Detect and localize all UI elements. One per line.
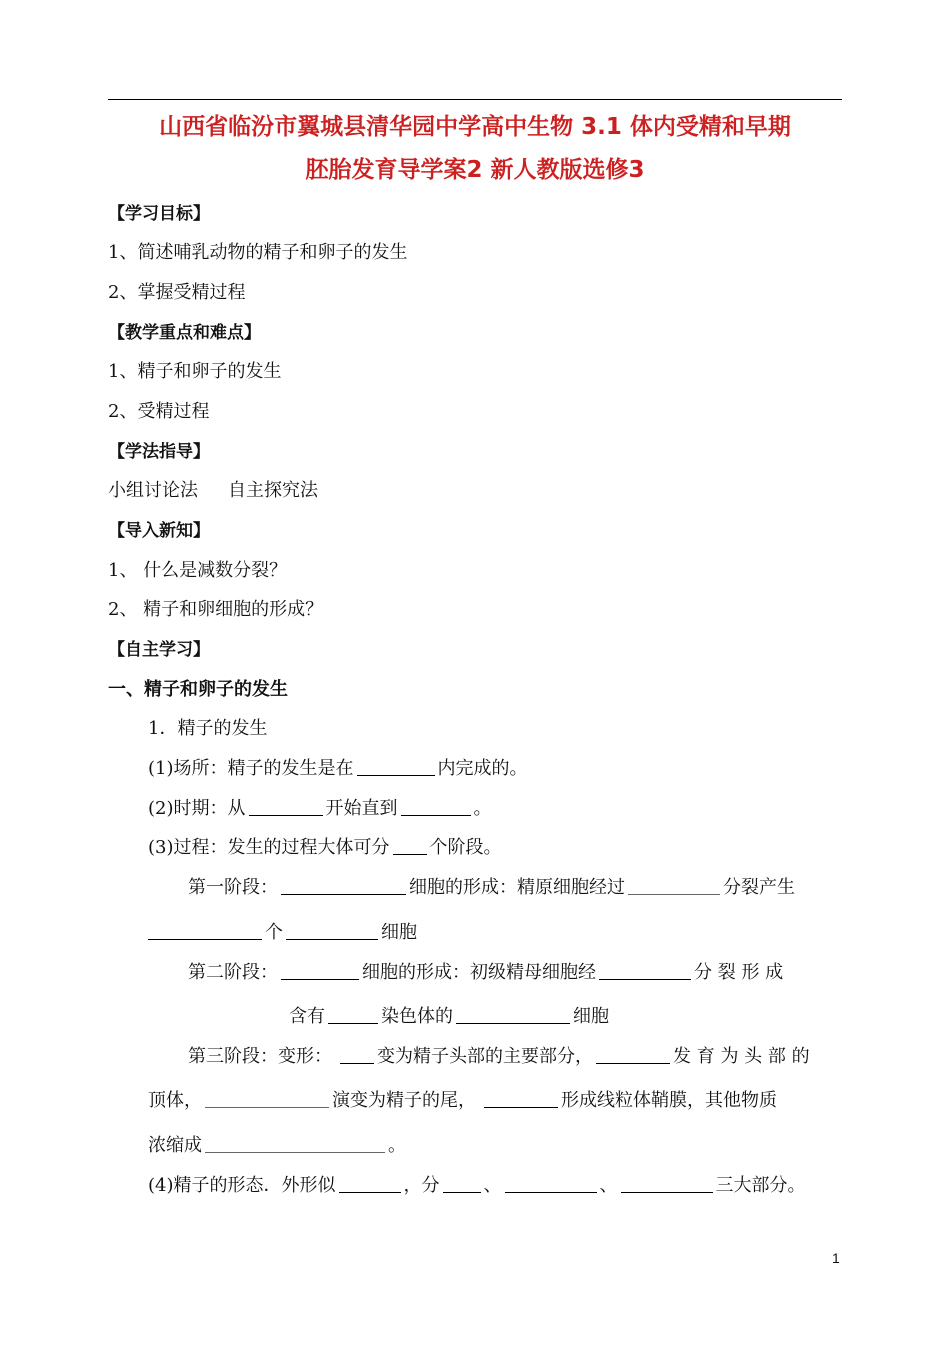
time-line: (2)时期：从 开始直到 。: [148, 798, 492, 819]
heading-method: 【学法指导】: [108, 442, 210, 462]
intro-item-2: 2、 精子和卵细胞的形成？: [108, 599, 324, 620]
blank-nucleus[interactable]: [340, 1047, 374, 1064]
heading-key-points: 【教学重点和难点】: [108, 323, 261, 343]
blank-stage1-count[interactable]: [148, 923, 262, 940]
title-line-2: 胚胎发育导学案2 新人教版选修3: [305, 157, 645, 183]
intro-item-1: 1、 什么是减数分裂？: [108, 560, 288, 581]
blank-golgi[interactable]: [596, 1047, 670, 1064]
blank-centriole[interactable]: [205, 1091, 329, 1108]
heading-intro: 【导入新知】: [108, 521, 210, 541]
heading-self-study: 【自主学习】: [108, 640, 210, 660]
blank-stage2-division[interactable]: [599, 963, 691, 980]
subsection-sperm: 1．精子的发生: [148, 718, 268, 739]
blank-mitochondria[interactable]: [484, 1091, 558, 1108]
stage3-line-b: 顶体， 演变为精子的尾， 形成线粒体鞘膜，其他物质: [148, 1090, 777, 1111]
blank-place[interactable]: [357, 759, 435, 776]
blank-stage2-cell[interactable]: [281, 963, 359, 980]
stage3-line-c: 浓缩成 。: [148, 1135, 406, 1156]
section-heading-1: 一、精子和卵子的发生: [108, 679, 288, 700]
blank-part-1[interactable]: [443, 1176, 481, 1193]
stage2-line-a: 第二阶段： 细胞的形成：初级精母细胞经 分 裂 形 成: [188, 962, 784, 983]
goal-item-2: 2、掌握受精过程: [108, 282, 246, 303]
blank-shape[interactable]: [339, 1176, 401, 1193]
blank-time-end[interactable]: [401, 799, 471, 816]
blank-stage-count[interactable]: [393, 838, 427, 855]
blank-stage1-product[interactable]: [286, 923, 378, 940]
blank-stage1-division[interactable]: [628, 878, 720, 895]
page-number: 1: [832, 1250, 840, 1266]
method-line: [108, 479, 318, 503]
stage3-line-a: 第三阶段：变形： 变为精子头部的主要部分， 发 育 为 头 部 的: [188, 1046, 810, 1067]
blank-stage1-cell[interactable]: [281, 878, 406, 895]
key-point-2: 2、受精过程: [108, 401, 210, 422]
key-point-1: 1、精子和卵子的发生: [108, 361, 282, 382]
blank-chromosome[interactable]: [328, 1007, 378, 1024]
place-line: (1)场所：精子的发生是在 内完成的。: [148, 758, 528, 779]
stage1-line-a: 第一阶段： 细胞的形成：精原细胞经过 分裂产生: [188, 877, 795, 898]
stage2-line-b: 含有 染色体的 细胞: [289, 1006, 609, 1027]
shape-line: (4)精子的形态．外形似 ，分 、 、 三大部分。: [148, 1175, 806, 1196]
process-line: (3)过程：发生的过程大体可分 个阶段。: [148, 837, 502, 858]
blank-stage2-product[interactable]: [456, 1007, 570, 1024]
title-line-1: 山西省临汾市翼城县清华园中学高中生物 3.1 体内受精和早期: [159, 114, 791, 140]
stage1-line-b: 个 细胞: [148, 921, 417, 945]
header-rule: [108, 99, 842, 100]
blank-time-start[interactable]: [249, 799, 323, 816]
blank-droplet[interactable]: [205, 1136, 385, 1153]
heading-goals: 【学习目标】: [108, 204, 210, 224]
blank-part-3[interactable]: [621, 1176, 713, 1193]
goal-item-1: 1、简述哺乳动物的精子和卵子的发生: [108, 242, 408, 263]
blank-part-2[interactable]: [505, 1176, 597, 1193]
method-item-1: 小组讨论法: [108, 480, 198, 501]
method-item-2: 自主探究法: [228, 480, 318, 501]
